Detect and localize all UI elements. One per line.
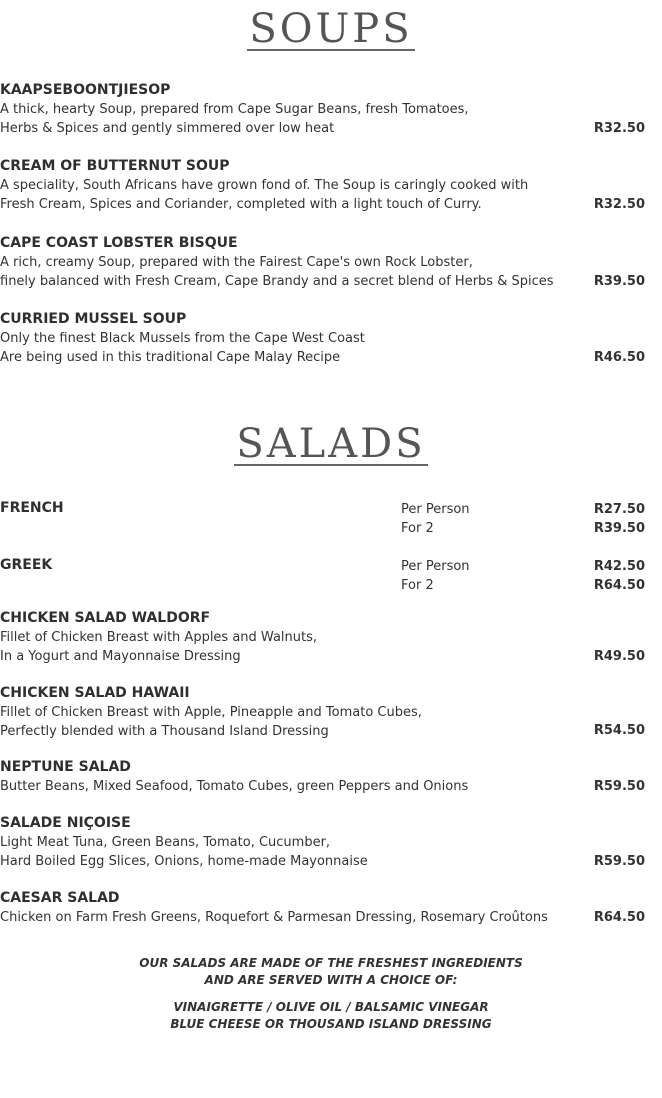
dressing-note-line: OUR SALADS ARE MADE OF THE FRESHEST INGREDIENTS — [139, 956, 523, 970]
item-description-line: Butter Beans, Mixed Seafood, Tomato Cubes, green Peppers and Onions — [0, 779, 469, 794]
item-description-line: In a Yogurt and Mayonnaise Dressing — [0, 649, 241, 664]
item-description-line: A speciality, South Africans have grown fond of. The Soup is caringly cooked with — [0, 178, 529, 193]
item-title: CHICKEN SALAD WALDORF — [0, 610, 211, 626]
item-title: CAPE COAST LOBSTER BISQUE — [0, 235, 238, 251]
item-price: R39.50 — [593, 274, 645, 289]
item-description-line: Chicken on Farm Fresh Greens, Roquefort & Parmesan Dressing, Rosemary Croûtons — [0, 910, 548, 925]
menu-item — [0, 684, 662, 741]
menu-item — [0, 758, 662, 796]
item-title: CHICKEN SALAD HAWAII — [0, 685, 190, 701]
menu-item — [0, 814, 662, 871]
item-description-line: A rich, creamy Soup, prepared with the Fairest Cape's own Rock Lobster, — [0, 255, 473, 270]
item-title: KAAPSEBOONTJIESOP — [0, 82, 171, 98]
item-description-line: Light Meat Tuna, Green Beans, Tomato, Cucumber, — [0, 835, 331, 850]
item-price: R49.50 — [593, 649, 645, 664]
item-title: CAESAR SALAD — [0, 890, 120, 906]
soups-heading-text: SOUPS — [249, 6, 413, 52]
item-price: R59.50 — [593, 854, 645, 869]
item-title: CURRIED MUSSEL SOUP — [0, 311, 187, 327]
item-price: R54.50 — [593, 723, 645, 738]
item-price: R32.50 — [593, 197, 645, 212]
portion-option: Per Person — [401, 502, 470, 517]
item-description-line: Are being used in this traditional Cape Malay Recipe — [0, 350, 341, 365]
menu-item — [0, 157, 662, 214]
item-description-line: Only the finest Black Mussels from the Cape West Coast — [0, 331, 365, 346]
menu-item — [0, 81, 662, 138]
portion-option: Per Person — [401, 559, 470, 574]
item-price: R59.50 — [593, 779, 645, 794]
item-price: R27.50 — [593, 502, 645, 517]
menu-item — [0, 310, 662, 367]
soups-heading — [0, 6, 662, 52]
item-description-line: Perfectly blended with a Thousand Island Dressing — [0, 724, 329, 739]
item-price: R42.50 — [593, 559, 645, 574]
item-title: CREAM OF BUTTERNUT SOUP — [0, 158, 230, 174]
item-price: R32.50 — [593, 121, 645, 136]
menu-item — [0, 609, 662, 666]
item-description-line: Herbs & Spices and gently simmered over low heat — [0, 121, 335, 136]
item-description-line: Fillet of Chicken Breast with Apple, Pineapple and Tomato Cubes, — [0, 705, 422, 720]
dressing-note-line: AND ARE SERVED WITH A CHOICE OF: — [204, 973, 458, 987]
salads-heading — [0, 421, 662, 467]
menu-item — [0, 556, 662, 593]
salads-heading-text: SALADS — [236, 421, 426, 467]
portion-option: For 2 — [401, 578, 434, 593]
dressing-note-line: BLUE CHEESE OR THOUSAND ISLAND DRESSING — [170, 1017, 492, 1031]
item-price: R46.50 — [593, 350, 645, 365]
item-price: R39.50 — [593, 521, 645, 536]
menu-item — [0, 499, 662, 536]
menu-item — [0, 889, 662, 927]
item-description-line: A thick, hearty Soup, prepared from Cape Sugar Beans, fresh Tomatoes, — [0, 102, 469, 117]
item-title: NEPTUNE SALAD — [0, 759, 131, 775]
item-description-line: Hard Boiled Egg Slices, Onions, home-made Mayonnaise — [0, 854, 368, 869]
item-title: FRENCH — [0, 500, 64, 516]
item-price: R64.50 — [593, 910, 645, 925]
item-description-line: Fresh Cream, Spices and Coriander, completed with a light touch of Curry. — [0, 197, 482, 212]
item-title: GREEK — [0, 557, 53, 573]
item-title: SALADE NIÇOISE — [0, 815, 131, 831]
item-description-line: finely balanced with Fresh Cream, Cape Brandy and a secret blend of Herbs & Spices — [0, 274, 554, 289]
portion-option: For 2 — [401, 521, 434, 536]
item-description-line: Fillet of Chicken Breast with Apples and Walnuts, — [0, 630, 318, 645]
item-price: R64.50 — [593, 578, 645, 593]
menu-item — [0, 234, 662, 291]
dressing-note-line: VINAIGRETTE / OLIVE OIL / BALSAMIC VINEGAR — [173, 1000, 489, 1014]
